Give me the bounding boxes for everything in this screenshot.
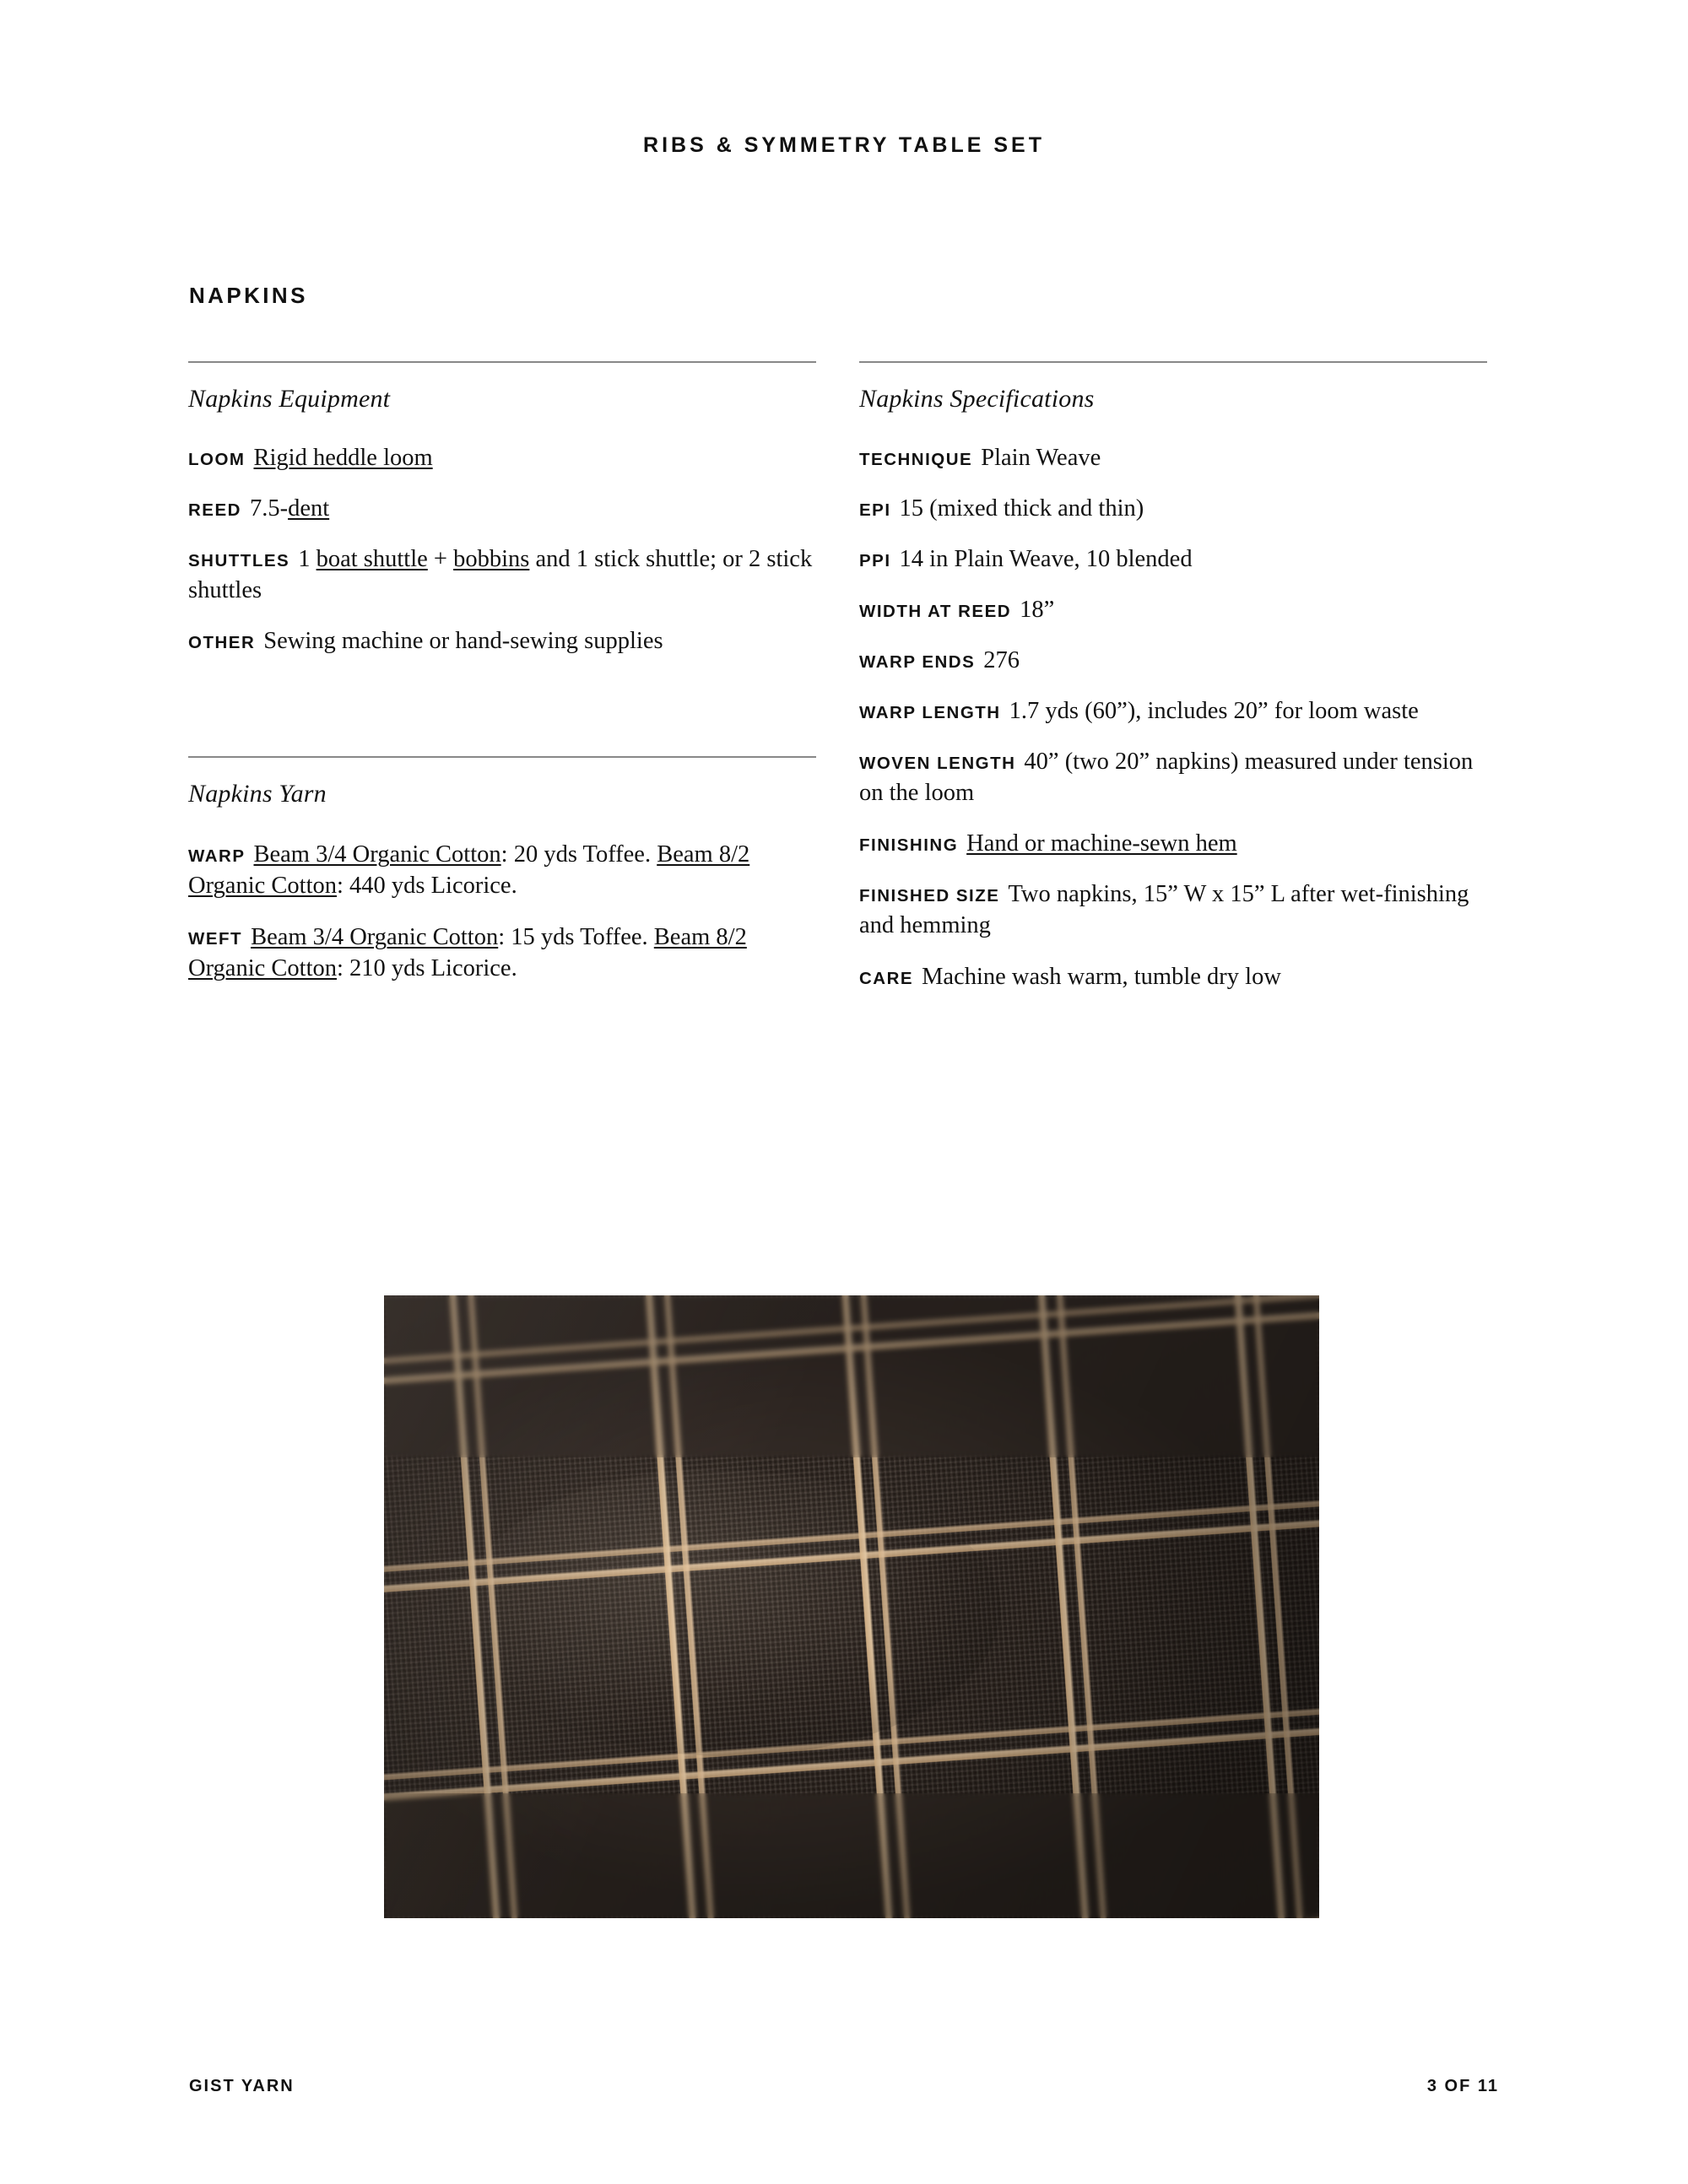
yarn-block [188, 756, 816, 984]
spec-row-value [188, 924, 747, 981]
spec-row-value [900, 546, 1193, 572]
spec-value-text: 1 [298, 546, 316, 573]
yarn-row-list [188, 839, 816, 984]
spec-row-value [966, 830, 1237, 857]
fabric-photograph [384, 1295, 1319, 1918]
spec-row-value [188, 841, 749, 899]
spec-row [188, 922, 816, 984]
spec-row [859, 493, 1487, 524]
spec-value-text: : 20 yds Toffee. [500, 841, 657, 868]
spec-value-text: 7.5- [249, 495, 289, 522]
spec-row-label: WEFT [188, 929, 243, 949]
spec-row-value [263, 628, 663, 654]
spec-value-link[interactable]: boat shuttle [316, 546, 428, 573]
spec-value-text: Sewing machine or hand-sewing supplies [263, 628, 663, 655]
spec-row [188, 442, 816, 473]
spec-value-text: Two napkins, 15” W x 15” L after wet-finishing and hemming [859, 881, 1469, 939]
spec-value-text: + [427, 546, 454, 573]
spec-value-link[interactable]: Rigid heddle loom [253, 445, 433, 471]
specifications-row-list [859, 442, 1487, 992]
spec-value-link[interactable]: Hand or machine-sewn hem [966, 830, 1237, 857]
spec-row [859, 961, 1487, 992]
spec-row [859, 645, 1487, 676]
spec-row-label: WARP [188, 846, 246, 867]
spec-row-label: WARP LENGTH [859, 703, 1001, 723]
specifications-heading: Napkins Specifications [859, 385, 1095, 413]
spec-row-label: WOVEN LENGTH [859, 754, 1016, 774]
spec-row-label: TECHNIQUE [859, 450, 973, 469]
specifications-divider [859, 361, 1487, 363]
spec-row-label: WIDTH AT REED [859, 602, 1012, 622]
spec-row [859, 828, 1487, 859]
spec-value-link[interactable]: Beam 8/2 Organic Cotton [188, 841, 750, 900]
footer-page-number: 3 OF 11 [1426, 2077, 1499, 2095]
spec-row-label: CARE [859, 968, 914, 988]
spec-value-text: 40” (two 20” napkins) measured under tension on the loom [859, 749, 1474, 807]
equipment-heading: Napkins Equipment [188, 385, 391, 413]
page-title: NAPKINS [189, 283, 308, 308]
spec-value-text: Plain Weave [981, 445, 1101, 471]
spec-row [188, 839, 816, 901]
spec-row-label: REED [188, 500, 241, 521]
spec-value-link[interactable]: bobbins [453, 546, 530, 573]
spec-row [859, 442, 1487, 473]
spec-value-text: 14 in Plain Weave, 10 blended [899, 546, 1193, 573]
right-column [859, 361, 1487, 992]
spec-value-text: 1.7 yds (60”), includes 20” for loom waste [1009, 698, 1419, 725]
spec-row [188, 493, 816, 524]
spec-row-label: WARP ENDS [859, 652, 976, 673]
spec-row-value [981, 445, 1101, 471]
equipment-divider [188, 361, 816, 363]
footer-brand: GIST YARN [189, 2077, 295, 2095]
spec-value-text: : 440 yds Licorice. [337, 873, 517, 900]
running-head: RIBS & SYMMETRY TABLE SET [643, 133, 1045, 157]
spec-row [859, 594, 1487, 625]
left-column [188, 361, 816, 1004]
yarn-heading: Napkins Yarn [188, 780, 327, 808]
spec-row-label: FINISHING [859, 835, 959, 856]
spec-value-text: 15 (mixed thick and thin) [899, 495, 1144, 522]
spec-value-text: 18” [1020, 597, 1055, 624]
spec-row-label: EPI [859, 500, 891, 521]
spec-row-label: FINISHED SIZE [859, 886, 1000, 906]
spec-row-label: SHUTTLES [188, 551, 290, 571]
spec-value-link[interactable]: Beam 8/2 Organic Cotton [188, 924, 747, 982]
spec-row [859, 878, 1487, 941]
spec-row-label: OTHER [188, 633, 256, 653]
spec-value-text: : 210 yds Licorice. [337, 955, 517, 982]
spec-value-text: : 15 yds Toffee. [498, 924, 654, 951]
spec-value-text: and 1 stick shuttle; or 2 stick shuttles [188, 546, 813, 604]
spec-row-label: PPI [859, 551, 891, 571]
spec-row [859, 543, 1487, 575]
spec-row-value [900, 495, 1144, 522]
spec-row-value [1009, 698, 1419, 724]
spec-row [859, 695, 1487, 727]
equipment-row-list [188, 442, 816, 657]
spec-row [188, 625, 816, 657]
spec-row [188, 543, 816, 606]
spec-row-value [254, 445, 433, 471]
spec-row-value [983, 647, 1020, 673]
spec-value-text: Machine wash warm, tumble dry low [922, 963, 1281, 990]
spec-row-value [250, 495, 329, 522]
spec-value-link[interactable]: Beam 3/4 Organic Cotton [251, 924, 499, 951]
spec-value-link[interactable]: Beam 3/4 Organic Cotton [253, 841, 501, 868]
spec-value-link[interactable]: dent [288, 495, 330, 522]
spec-value-text: 276 [983, 647, 1020, 674]
photo-vignette [384, 1295, 1319, 1918]
spec-row-value [922, 964, 1281, 990]
spec-row [859, 746, 1487, 808]
spec-row-label: LOOM [188, 450, 246, 469]
spec-row-value [1020, 597, 1054, 623]
page-footer [189, 2077, 1499, 2096]
yarn-divider [188, 756, 816, 758]
